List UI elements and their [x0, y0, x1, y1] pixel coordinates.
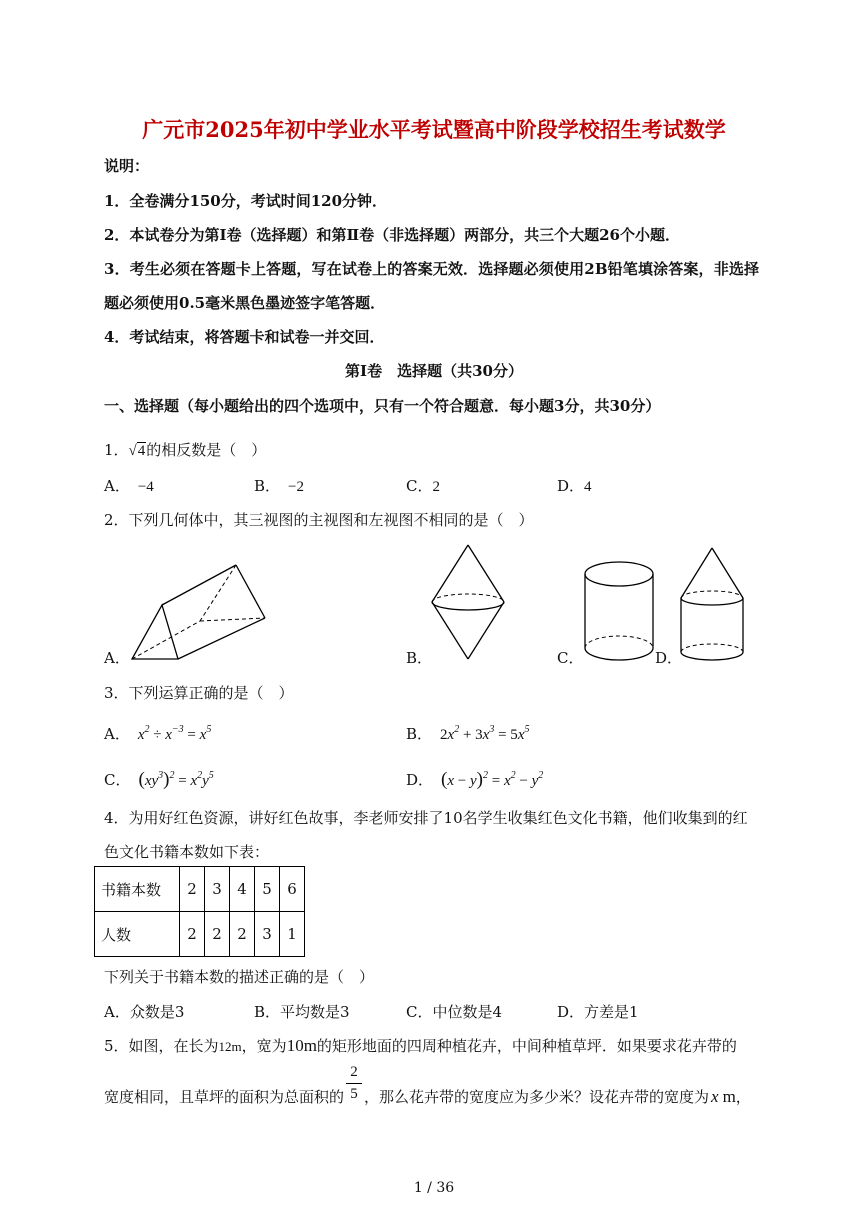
q5-length: 12m: [218, 1039, 242, 1054]
table-row: [95, 912, 305, 957]
q5-var: x: [711, 1087, 719, 1106]
q1-option-d: D．4: [557, 477, 592, 495]
table-cell: 2: [180, 912, 205, 957]
expr-c: $(xy^3)^2 = x^2y^5$: [138, 769, 214, 790]
q1-number: 1．: [104, 441, 129, 459]
q1-text: 的相反数是（ ）: [146, 441, 267, 459]
fraction-numerator: 2: [350, 1064, 358, 1080]
q3-option-a: A． $x^2 \div x^{-3} = x^5$: [104, 724, 212, 743]
q2-label-a: A．: [104, 649, 130, 667]
section-heading: 一、选择题（每小题给出的四个选项中，只有一个符合题意．每小题3分，共30分）: [104, 397, 661, 415]
q4-stem-line2: 色文化书籍本数如下表：: [104, 843, 270, 861]
expr-d: $(x - y)^2 = x^2 - y^2$: [441, 769, 544, 790]
sqrt-sign: √: [128, 443, 137, 459]
q5-width: 10m: [286, 1036, 317, 1055]
q5-line2-start: 宽度相同，且草坪的面积为总面积的: [104, 1088, 345, 1106]
table-cell: 3: [255, 912, 280, 957]
q3-option-d: D． $(x - y)^2 = x^2 - y^2$: [406, 769, 544, 790]
table-cell: 2: [230, 912, 255, 957]
q2-label-c: C．: [557, 649, 584, 667]
q4-question: 下列关于书籍本数的描述正确的是（ ）: [104, 968, 375, 986]
table-cell: 3: [205, 867, 230, 912]
q3-option-c: C． $(xy^3)^2 = x^2y^5$: [104, 769, 214, 790]
q3-stem: 3．下列运算正确的是（ ）: [104, 684, 294, 702]
table-cell: 1: [280, 912, 305, 957]
page-title: 广元市2025年初中学业水平考试暨高中阶段学校招生考试数学: [142, 117, 726, 142]
q5-line1: 5．如图，在长为12m，宽为10m的矩形地面的四周种植花卉，中间种植草坪．如果要求花卉带的: [104, 1036, 737, 1055]
q5-fraction: [346, 1064, 362, 1103]
q4-stem-line1: 4．为用好红色资源，讲好红色故事，李老师安排了10名学生收集红色文化书籍，他们收集到的红: [104, 809, 748, 827]
q1-radicand: 4: [137, 443, 146, 459]
note-item: 4．考试结束，将答题卡和试卷一并交回．: [104, 328, 385, 346]
fraction-denominator: 5: [350, 1086, 358, 1102]
books-table: [94, 866, 305, 957]
q4-option-a: A．众数是3: [104, 1003, 185, 1021]
cylinder-figure: [582, 560, 656, 664]
q4-option-d: D．方差是1: [557, 1003, 639, 1021]
double-cone-figure: [430, 543, 506, 663]
q1-option-a: A． −4: [104, 477, 154, 495]
expr-b: $2x^2 + 3x^3 = 5x^5$: [440, 724, 530, 743]
table-cell: 2: [205, 912, 230, 957]
cone-on-cylinder-figure: [678, 546, 746, 664]
table-row: [95, 867, 305, 912]
expr-a: $x^2 \div x^{-3} = x^5$: [137, 724, 212, 743]
q2-stem: 2．下列几何体中，其三视图的主视图和左视图不相同的是（ ）: [104, 511, 534, 529]
q3-option-b: B． $2x^2 + 3x^3 = 5x^5$: [406, 724, 530, 743]
q4-option-c: C．中位数是4: [406, 1003, 503, 1021]
note-item: 3．考生必须在答题卡上答题，写在试卷上的答案无效．选择题必须使用2B铅笔填涂答案，非选择: [104, 260, 760, 278]
q1-option-b: B． −2: [254, 477, 304, 495]
q4-option-b: B．平均数是3: [254, 1003, 350, 1021]
table-header-cell: 人数: [95, 912, 180, 957]
note-item: 题必须使用0.5毫米黑色墨迹签字笔答题．: [104, 294, 386, 312]
q2-label-b: B．: [406, 649, 433, 667]
q5-unit: m: [722, 1087, 736, 1106]
table-cell: 4: [230, 867, 255, 912]
q1-stem: [104, 440, 266, 461]
table-cell: 2: [180, 867, 205, 912]
notes-heading: 说明：: [104, 157, 150, 175]
table-cell: 5: [255, 867, 280, 912]
triangular-prism-figure: [128, 563, 268, 663]
q1-option-c: C．2: [406, 477, 440, 495]
page-number: 1 / 36: [413, 1180, 455, 1196]
note-item: 2．本试卷分为第Ⅰ卷（选择题）和第Ⅱ卷（非选择题）两部分，共三个大题26个小题．: [104, 226, 680, 244]
part1-heading: 第Ⅰ卷 选择题（共30分）: [345, 362, 523, 380]
table-cell: 6: [280, 867, 305, 912]
q5-line2-end: ，那么花卉带的宽度应为多少米？设花卉带的宽度为 x m，: [364, 1087, 751, 1106]
table-header-cell: 书籍本数: [95, 867, 180, 912]
note-item: 1．全卷满分150分，考试时间120分钟．: [104, 192, 388, 210]
fraction-bar: [346, 1083, 362, 1084]
q2-label-d: D．: [655, 649, 683, 667]
